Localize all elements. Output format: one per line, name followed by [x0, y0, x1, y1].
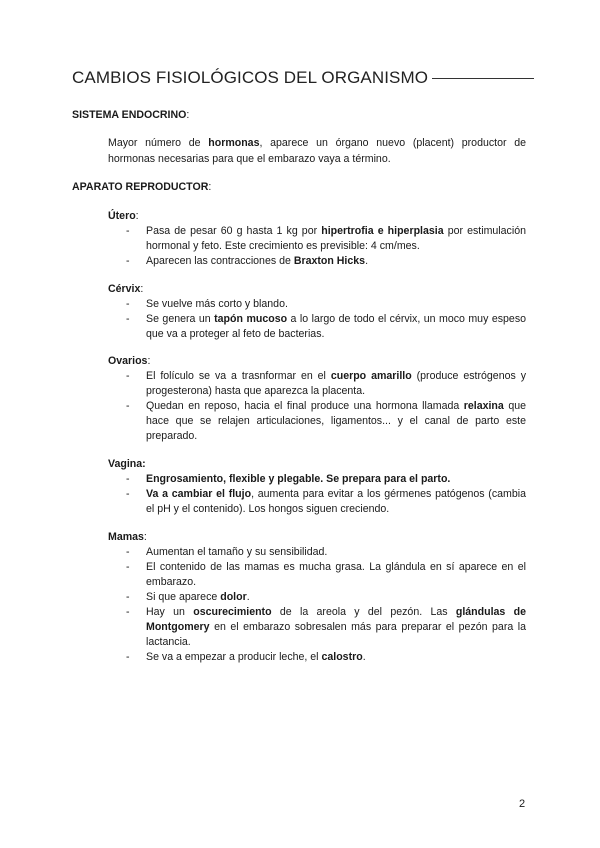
text-run: Mayor número de — [108, 137, 209, 149]
text-run: a lo largo de todo el cérvix, un moco muy espeso que va a proteger al feto de bacterias. — [146, 313, 527, 340]
subheading-cervix: Cérvix: — [108, 283, 144, 295]
bold-run: relaxina — [463, 400, 504, 412]
text-run: (produce estrógenos y progesterona) hasta que aparezca la placenta. — [146, 370, 526, 397]
bold-run: hormonas — [208, 137, 260, 149]
bold-run: Braxton Hicks — [293, 255, 366, 267]
page-title — [72, 68, 534, 88]
text-run: Se genera un — [146, 313, 215, 325]
list-item — [126, 297, 526, 312]
subheading-text: Vagina: — [108, 458, 146, 470]
list-item — [126, 254, 526, 269]
list-item — [126, 369, 526, 399]
text-run: Si que aparece — [146, 591, 221, 603]
list-item — [126, 399, 526, 444]
bold-run: hipertrofia e hiperplasia — [321, 225, 444, 237]
list-item — [126, 560, 526, 590]
list-item — [126, 312, 526, 342]
vagina-list — [126, 472, 526, 517]
utero-list — [126, 224, 526, 269]
page-number: 2 — [519, 798, 526, 810]
list-item — [126, 545, 526, 560]
text-run: Aparecen las contracciones de — [146, 255, 294, 267]
text-run: Aumentan el tamaño y su sensibilidad. — [146, 546, 328, 558]
text-run: . — [246, 591, 250, 603]
cervix-list — [126, 297, 526, 342]
text-run: que hace que se relajen articulaciones, ligamentos... y el canal de parto este preparado. — [146, 400, 526, 442]
section-heading-reproductor: APARATO REPRODUCTOR: — [72, 181, 212, 193]
list-item — [126, 605, 526, 650]
text-run: El folículo se va a trasnformar en el — [146, 370, 331, 382]
text-run: , aumenta para evitar a los gérmenes patógenos (cambia el pH y el contenido). Los hongos siguen creciendo. — [146, 488, 526, 515]
text-run: por estimulación hormonal y feto. Este crecimiento es previsible: 4 cm/mes. — [146, 225, 526, 252]
text-run: El contenido de las mamas es mucha grasa. La glándula en sí aparece en el embarazo. — [146, 561, 526, 588]
subheading-vagina — [108, 458, 146, 470]
subheading-utero: Útero: — [108, 210, 139, 222]
subheading-text: Mamas — [108, 531, 144, 543]
bold-run: oscurecimiento — [193, 606, 272, 618]
text-run: . — [365, 255, 369, 267]
subheading-text: Cérvix — [108, 283, 141, 295]
title-underline-rule — [432, 78, 534, 79]
endocrino-paragraph — [108, 135, 526, 167]
mamas-list — [126, 545, 526, 665]
section-heading-text: SISTEMA ENDOCRINO — [72, 109, 187, 121]
subheading-text: Útero — [108, 210, 136, 222]
bold-run: glándulas de Montgomery — [146, 606, 526, 633]
bold-run: Va a cambiar el flujo — [146, 488, 252, 500]
text-run: Hay un — [146, 606, 194, 618]
bold-run: Engrosamiento, flexible y plegable. Se prepara para el parto. — [146, 473, 451, 485]
text-run: Pasa de pesar 60 g hasta 1 kg por — [146, 225, 322, 237]
text-run: . — [362, 651, 366, 663]
bold-run: cuerpo amarillo — [330, 370, 412, 382]
bold-run: tapón mucoso — [214, 313, 288, 325]
ovarios-list — [126, 369, 526, 444]
section-heading-endocrino: SISTEMA ENDOCRINO: — [72, 109, 190, 121]
subheading-mamas: Mamas: — [108, 531, 147, 543]
text-run: en el embarazo sobresalen más para preparar el pezón para la lactancia. — [146, 621, 526, 648]
list-item — [126, 472, 526, 487]
text-run: Quedan en reposo, hacia el final produce una hormona llamada — [146, 400, 464, 412]
section-heading-text: APARATO REPRODUCTOR — [72, 181, 209, 193]
subheading-ovarios: Ovarios: — [108, 355, 151, 367]
text-run: Se va a empezar a producir leche, el — [146, 651, 322, 663]
bold-run: calostro — [321, 651, 363, 663]
list-item — [126, 590, 526, 605]
list-item — [126, 487, 526, 517]
list-item — [126, 224, 526, 254]
bold-run: dolor — [220, 591, 247, 603]
text-run: , aparece un órgano nuevo (placent) productor de hormonas necesarias para que el embarazo vaya a término. — [108, 137, 527, 165]
page-title-text: CAMBIOS FISIOLÓGICOS DEL ORGANISMO — [72, 68, 429, 87]
text-run: de la areola y del pezón. Las — [271, 606, 456, 618]
subheading-text: Ovarios — [108, 355, 148, 367]
list-item — [126, 650, 526, 665]
text-run: Se vuelve más corto y blando. — [146, 298, 288, 310]
